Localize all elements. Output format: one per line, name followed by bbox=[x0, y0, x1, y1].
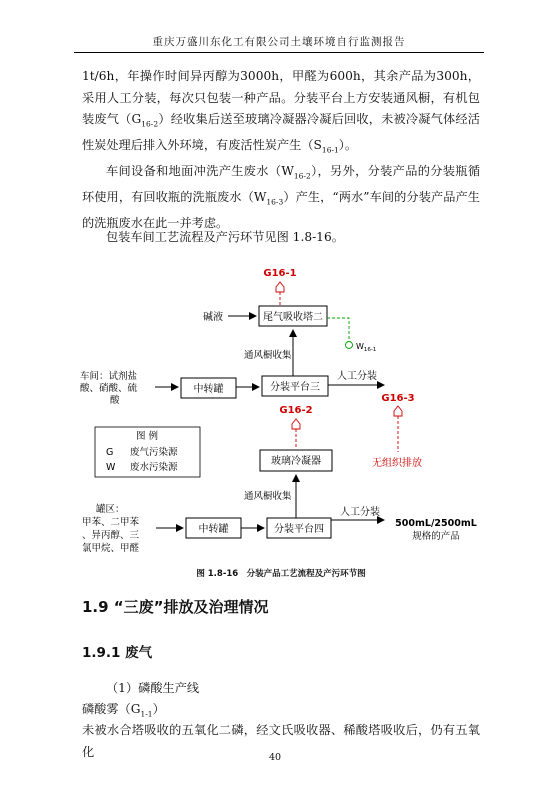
para2-text-c: ）产生，“两水”车间的分装产品产生的洗瓶废水在此一并考虑。 bbox=[82, 190, 480, 231]
para1-text-b: ）经收集后送至玻璃冷凝器冷凝后回收，未被冷凝气体经活性炭处理后排入外环境，有废活性炭产生（S bbox=[82, 112, 480, 153]
fume-hood-label-2: 通风橱收集 bbox=[244, 491, 292, 502]
legend-g-key: G bbox=[106, 447, 114, 458]
transfer-tank-label-2: 中转罐 bbox=[198, 524, 229, 535]
para2-text-b: ），另外，分装产品的分装瓶循环使用，有回收瓶的洗瓶废水（W bbox=[82, 164, 481, 205]
paragraph-phosphoric-line: （1）磷酸生产线 bbox=[106, 681, 200, 695]
legend-title: 图 例 bbox=[135, 431, 159, 442]
para2-sub-a: 16-2 bbox=[293, 171, 311, 181]
manual-pack-label-2: 人工分装 bbox=[340, 507, 380, 518]
product-label-line1: 500mL/2500mL bbox=[395, 518, 477, 529]
para1-sub-a: 16-2 bbox=[141, 119, 159, 129]
tank-area-label-line3: 、异丙醇、三 bbox=[82, 530, 140, 541]
g16-1-label: G16-1 bbox=[263, 268, 297, 279]
legend-w-desc: 废水污染源 bbox=[130, 462, 178, 473]
tank-area-label-line4: 氯甲烷、甲醛 bbox=[82, 543, 140, 554]
manual-pack-label-1: 人工分装 bbox=[337, 371, 377, 382]
para2-sub-b: 16-3 bbox=[266, 197, 284, 207]
g16-3-label: G16-3 bbox=[381, 393, 415, 404]
product-label-line2: 规格的产品 bbox=[412, 531, 460, 542]
para5-text-a: 磷酸雾（G bbox=[82, 702, 141, 716]
platform-3-label: 分装平台三 bbox=[270, 382, 320, 393]
section-heading-1-9-1: 1.9.1 废气 bbox=[82, 645, 153, 661]
para1-text-a: 1t/6h，年操作时间异丙醇为3000h，甲醛为600h，其余产品为300h，采用人工分装，每次只包装一种产品。分装平台上方安装通风橱，有机包装废气（G bbox=[82, 69, 480, 127]
workshop-label-line2: 酸、硝酸、硫 bbox=[80, 383, 138, 394]
w16-1-dashed-line bbox=[327, 318, 349, 341]
unorganized-emission-label: 无组织排放 bbox=[372, 458, 422, 469]
tank-area-label-line1: 罐区： bbox=[96, 504, 125, 515]
legend-g-desc: 废气污染源 bbox=[130, 447, 178, 458]
paragraph-phosphorus-pentoxide: 未被水合塔吸收的五氧化二磷，经文氏吸收器、稀酸塔吸收后，仍有五氧化 bbox=[82, 723, 480, 759]
g16-1-emission-icon bbox=[276, 282, 284, 292]
legend-w-key: W bbox=[106, 462, 116, 473]
g16-2-label: G16-2 bbox=[279, 405, 313, 416]
para1-sub-b: 16-1 bbox=[321, 145, 339, 155]
g16-3-emission-icon bbox=[394, 406, 402, 416]
para5-text-b: ） bbox=[152, 702, 165, 716]
w16-1-wastewater-icon bbox=[346, 342, 353, 349]
page-number: 40 bbox=[268, 752, 282, 763]
para2-text-a: 车间设备和地面冲洗产生废水（W bbox=[106, 164, 294, 178]
platform-4-label: 分装平台四 bbox=[274, 524, 324, 535]
glass-condenser-label: 玻璃冷凝器 bbox=[271, 456, 321, 467]
w16-1-label: $W_{16-1}$ bbox=[356, 342, 377, 353]
fume-hood-label-1: 通风橱收集 bbox=[244, 350, 292, 361]
alkali-label: 碱液 bbox=[203, 312, 223, 323]
transfer-tank-label-1: 中转罐 bbox=[193, 384, 224, 395]
tail-gas-tower-label: 尾气吸收塔二 bbox=[263, 312, 323, 323]
workshop-label-line3: 酸 bbox=[110, 395, 120, 406]
tank-area-label-line2: 甲苯、二甲苯 bbox=[82, 517, 140, 528]
running-header: 重庆万盛川东化工有限公司土壤环境自行监测报告 bbox=[152, 36, 406, 48]
para5-sub-a: 1-1 bbox=[140, 709, 153, 719]
para1-text-c: ）。 bbox=[338, 138, 358, 153]
g16-2-emission-icon bbox=[292, 419, 300, 429]
paragraph-figure-reference: 包装车间工艺流程及产污环节见图 1.8-16。 bbox=[106, 230, 344, 244]
workshop-label-line1: 车间：试剂盐 bbox=[80, 371, 138, 382]
section-heading-1-9: 1.9 “三废”排放及治理情况 bbox=[82, 598, 269, 616]
figure-caption: 图 1.8-16 分装产品工艺流程及产污环节图 bbox=[196, 569, 366, 579]
